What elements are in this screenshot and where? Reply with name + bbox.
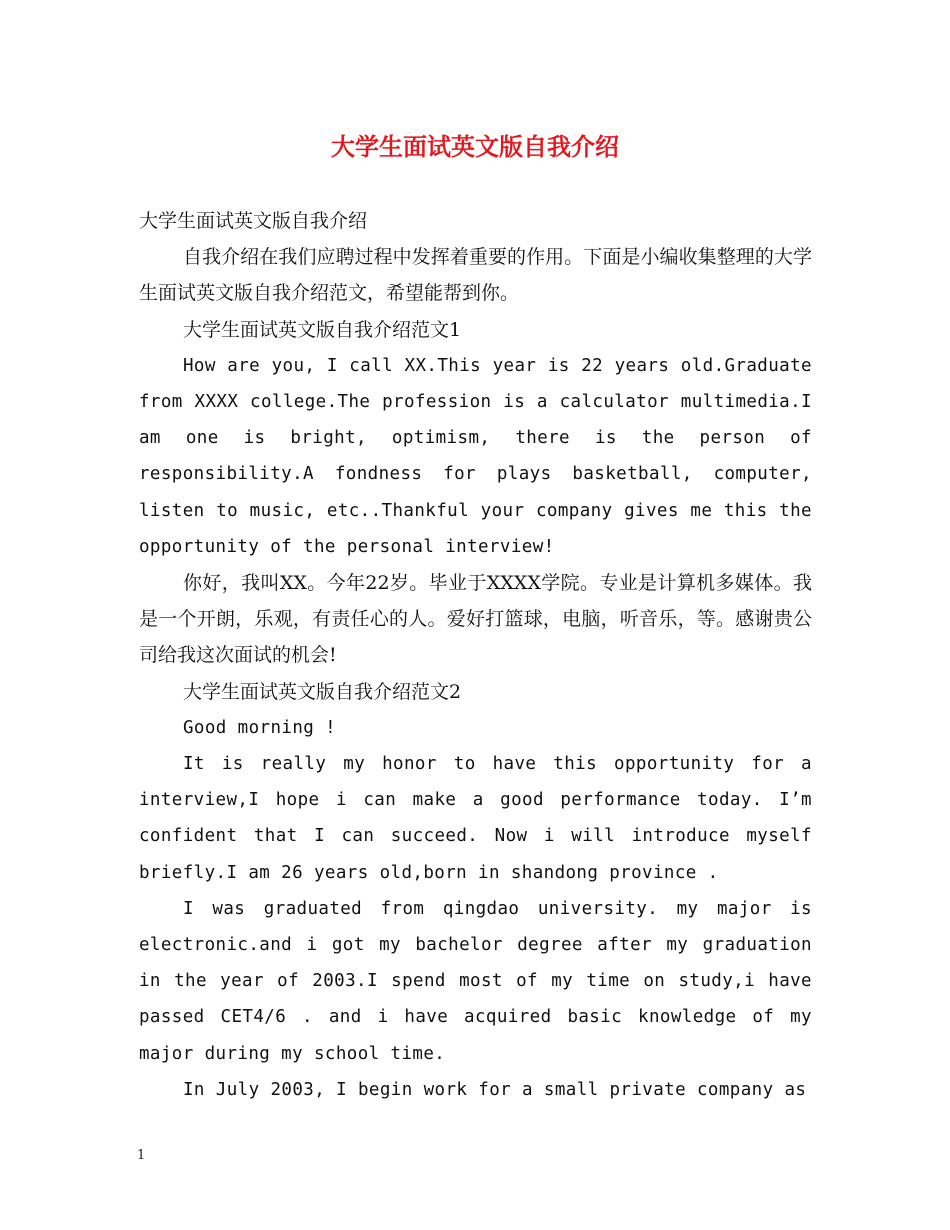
sample-2-paragraph-3: In July 2003, I begin work for a small private company as [183,1079,807,1100]
sample-1-english: How are you, I call XX.This year is 22 years old.Graduate from XXXX college.The profession is a calculator multimedia.I am one is bright, optimism, there is the person of responsibility.A fondness for plays basketball, computer, listen to music, etc..Thankful your company gives me this the opportunity of the personal interview! [139,355,812,557]
heading-paragraph: 大学生面试英文版自我介绍 [139,210,368,232]
sample-2-paragraph-1: It is really my honor to have this opportunity for a interview,I hope i can make a good performance today. I’m confident that I can succeed. Now i will introduce myself briefly.I am 26 years old,born in shandong province . [139,754,812,883]
document-title: 大学生面试英文版自我介绍 [331,132,619,161]
sample-1-chinese: 你好，我叫XX。今年22岁。毕业于XXXX学院。专业是计算机多媒体。我是一个开朗，乐观，有责任心的人。爱好打篮球，电脑，听音乐，等。感谢贵公司给我这次面试的机会! [139,572,812,667]
page-number: 1 [137,1148,146,1163]
sample-2-greeting: Good morning ! [183,717,337,738]
intro-paragraph: 自我介绍在我们应聘过程中发挥着重要的作用。下面是小编收集整理的大学生面试英文版自我介绍范文，希望能帮到你。 [139,246,812,305]
sample-2-heading: 大学生面试英文版自我介绍范文2 [183,680,462,703]
sample-2-paragraph-2: I was graduated from qingdao university. my major is electronic.and i got my bachelor degree after my graduation in the year of 2003.I spend most of my time on study,i have passed CET4/6 . and i have acquired basic knowledge of my major during my school time. [139,898,812,1064]
document-body [139,203,812,1108]
sample-1-heading: 大学生面试英文版自我介绍范文1 [183,318,462,341]
